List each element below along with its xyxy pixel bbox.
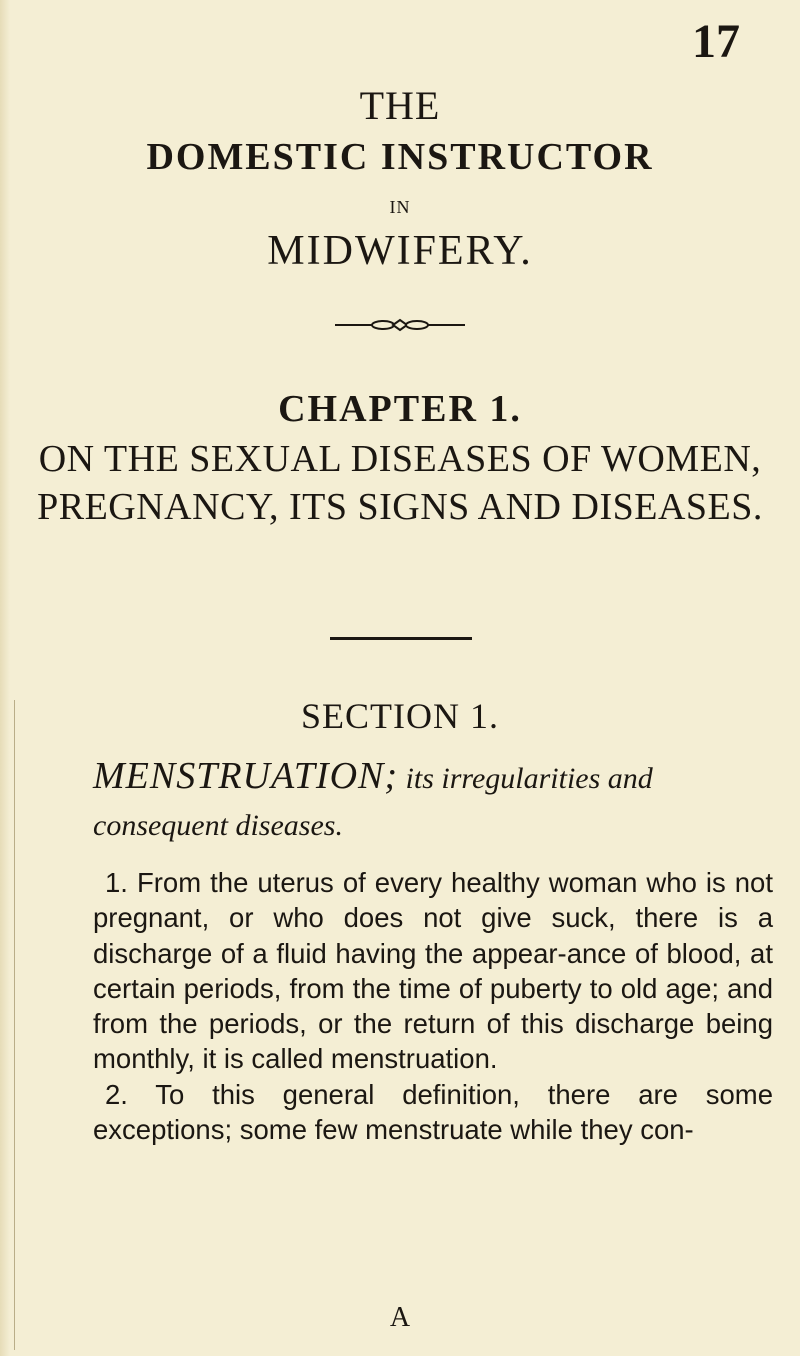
- chapter-title: ON THE SEXUAL DISEASES OF WOMEN, PREGNANCY, ITS SIGNS AND DISEASES.: [37, 438, 763, 528]
- signature-mark: A: [389, 1302, 411, 1333]
- page-number: 17: [692, 15, 740, 68]
- section-heading: SECTION 1.: [301, 696, 499, 736]
- body-text: [93, 865, 773, 1147]
- title-the: THE: [359, 83, 441, 128]
- paragraph: 1. From the uterus of every healthy woman who is not pregnant, or who does not give suck, there is a discharge of a fluid having the appear-ance of blood, at certain periods, from the time of puberty to old age; and from the periods, or the return of this discharge being monthly, it is called menstruation.: [93, 867, 773, 1075]
- book-title: DOMESTIC INSTRUCTOR: [146, 136, 654, 178]
- section-title-caps: MENSTRUATION;: [93, 755, 399, 797]
- horizontal-rule: [330, 637, 472, 640]
- chapter-heading: CHAPTER 1.: [278, 388, 522, 430]
- title-in: IN: [389, 197, 411, 217]
- paragraph: 2. To this general definition, there are some exceptions; some few menstruate while they con-: [93, 1078, 773, 1146]
- ornament-divider-icon: [0, 318, 800, 337]
- section-title-rest: its irregularities and consequent diseases.: [93, 762, 653, 842]
- section-title: [93, 753, 760, 849]
- book-subtitle: MIDWIFERY.: [267, 228, 533, 274]
- margin-line: [14, 700, 15, 1350]
